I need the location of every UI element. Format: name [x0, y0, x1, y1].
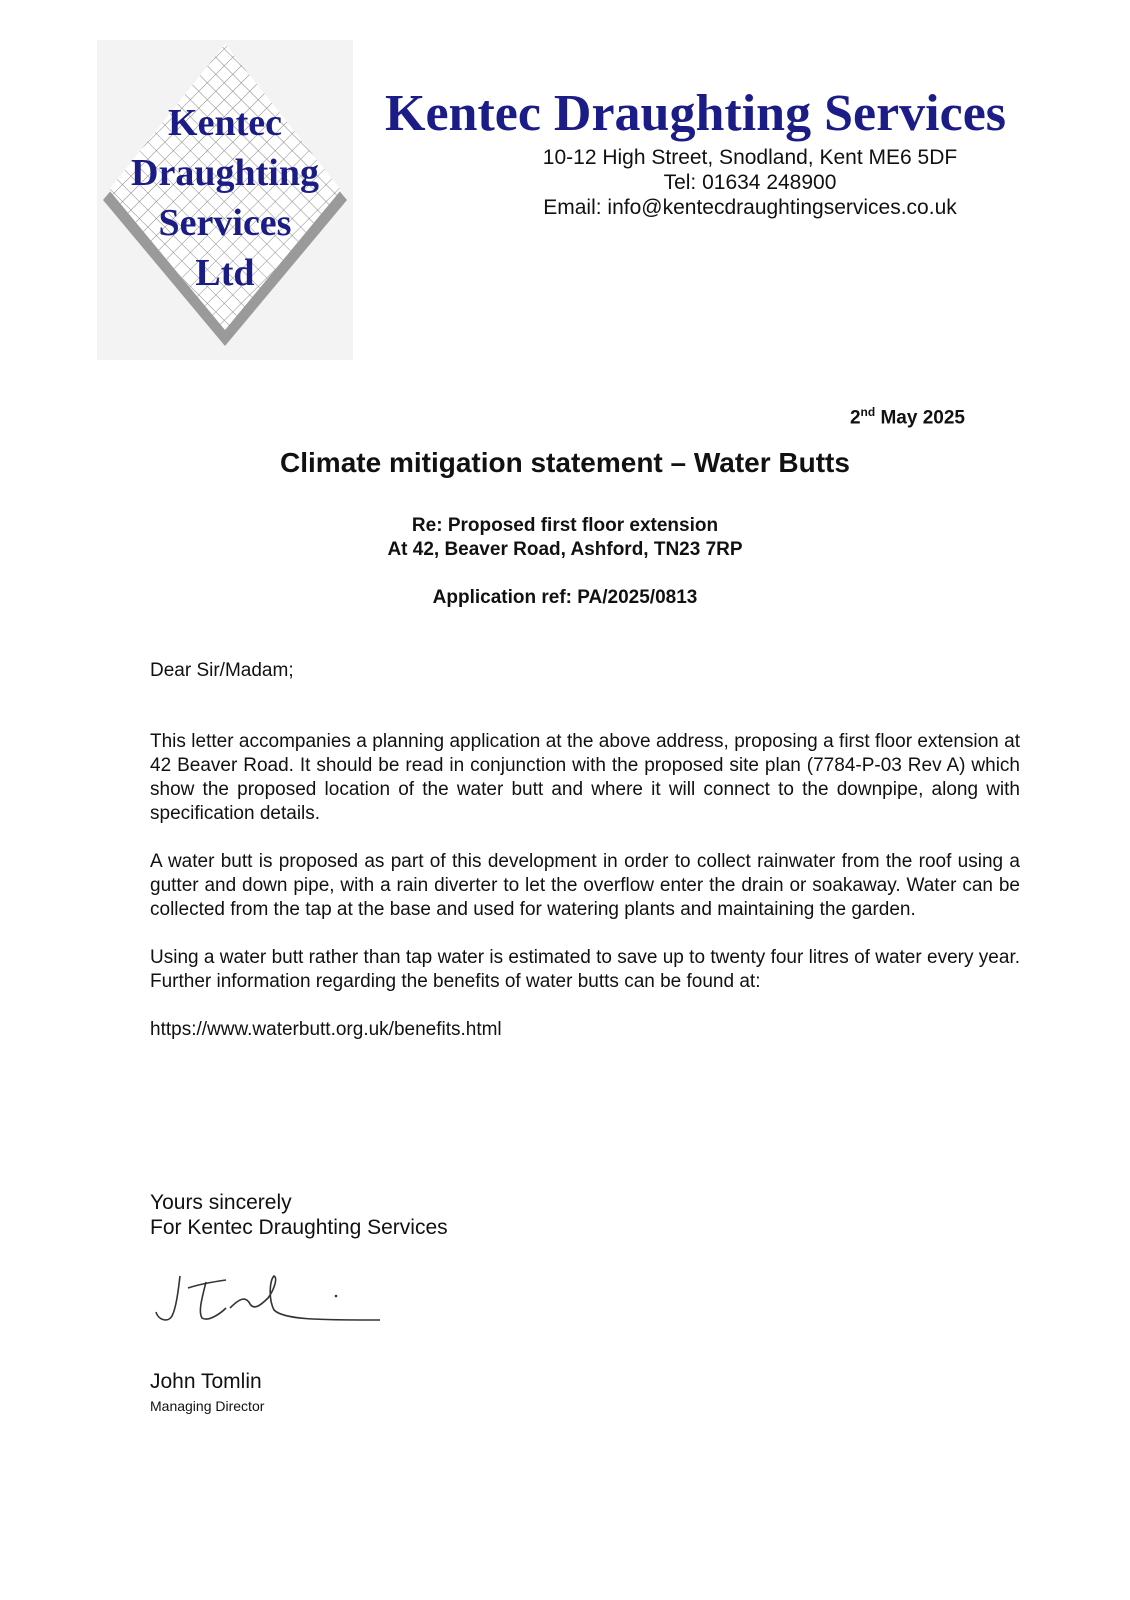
application-ref: Application ref: PA/2025/0813: [432, 587, 698, 608]
salutation: Dear Sir/Madam;: [150, 660, 294, 681]
company-address: 10-12 High Street, Snodland, Kent ME6 5DF: [542, 146, 958, 169]
date-day: 2: [849, 407, 861, 429]
letter-date: [850, 405, 965, 429]
letter-title: Climate mitigation statement – Water Butts: [280, 447, 850, 478]
letter-body: [150, 730, 1020, 1066]
logo-line: Ltd: [195, 252, 255, 294]
company-email: Email: info@kentecdraughtingservices.co.uk: [543, 196, 957, 219]
re-block: [0, 514, 1130, 562]
body-paragraph: This letter accompanies a planning application at the above address, proposing a first floor extension at 42 Beaver Road. It should be read in conjunction with the proposed site plan (7784-P-03 Rev A) which show the proposed location of the water butt and where it will connect to the downpipe, along with specification details.: [150, 731, 1020, 824]
re-address-line: At 42, Beaver Road, Ashford, TN23 7RP: [387, 539, 743, 560]
company-logo: [97, 40, 353, 360]
date-suffix: nd: [860, 405, 876, 419]
closing-line: Yours sincerely: [150, 1191, 292, 1214]
handwritten-signature: [150, 1268, 390, 1333]
body-paragraph: Using a water butt rather than tap water is estimated to save up to twenty four litres of water every year. Further information regarding the benefits of water butts can be found at:: [150, 947, 1020, 992]
re-line: Re: Proposed first floor extension: [411, 515, 719, 536]
closing-block: [150, 1190, 448, 1240]
date-month-year: May 2025: [875, 407, 965, 429]
contact-block: [490, 145, 1010, 220]
closing-company-line: For Kentec Draughting Services: [150, 1216, 448, 1239]
signatory-name: John Tomlin: [150, 1370, 262, 1393]
signatory-role: Managing Director: [150, 1398, 265, 1414]
company-tel: Tel: 01634 248900: [663, 171, 837, 194]
body-paragraph: A water butt is proposed as part of this development in order to collect rainwater from the roof using a gutter and down pipe, with a rain diverter to let the overflow enter the drain or soakaway. Water can be collected from the tap at the base and used for watering plants and maintaining the garden.: [150, 851, 1020, 920]
reference-url: https://www.waterbutt.org.uk/benefits.html: [150, 1019, 502, 1040]
logo-line: Draughting: [131, 152, 319, 194]
logo-line: Kentec: [168, 102, 282, 144]
logo-text: [97, 98, 353, 298]
company-name: Kentec Draughting Services: [385, 85, 1007, 142]
signature-graphic: [150, 1268, 390, 1328]
logo-line: Services: [158, 202, 292, 244]
